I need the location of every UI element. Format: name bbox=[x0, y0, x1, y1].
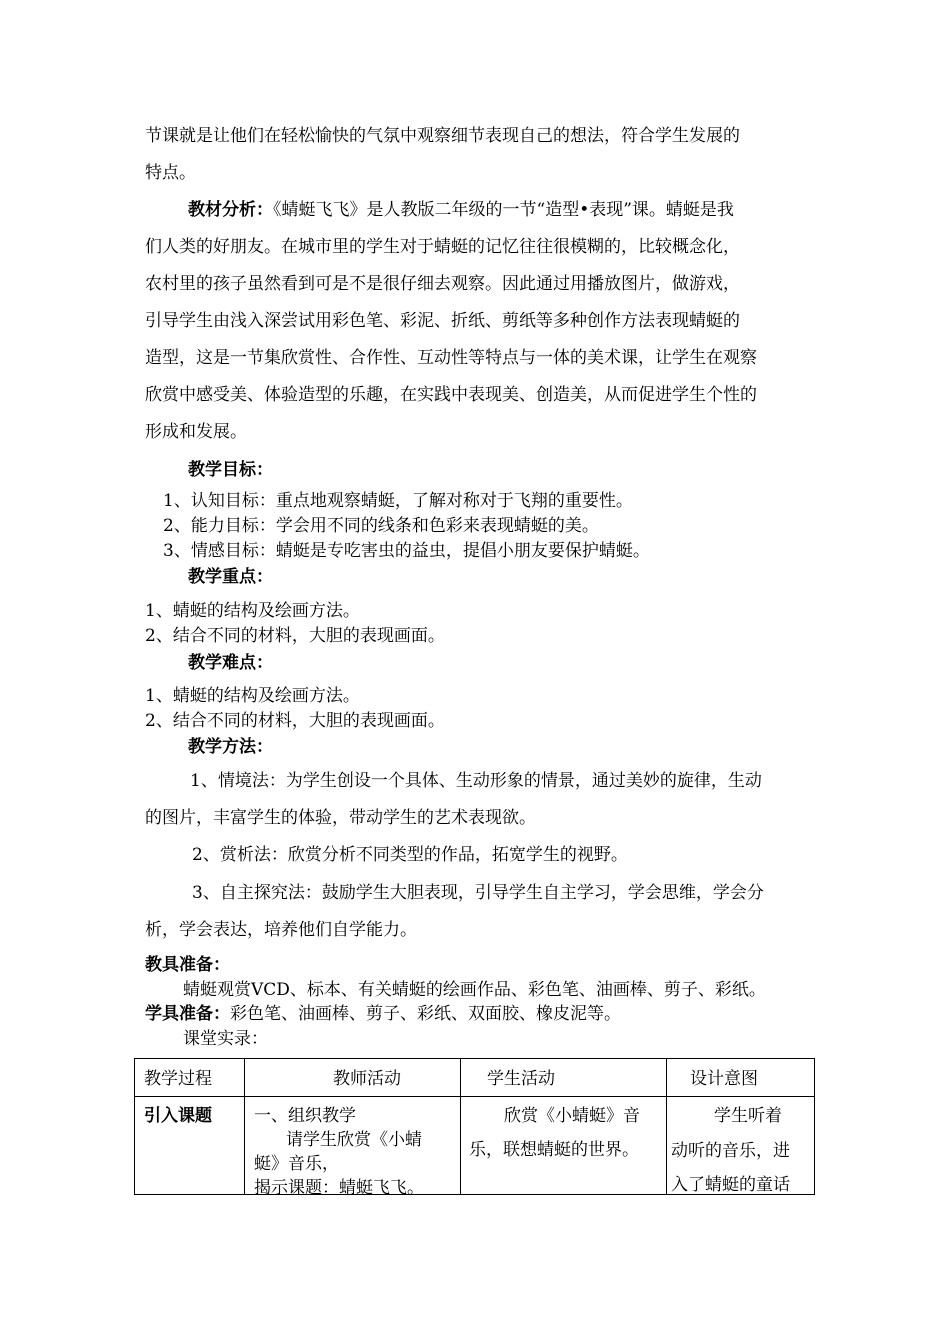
student-tools-text: 彩色笔、油画棒、剪子、彩纸、双面胶、橡皮泥等。 bbox=[230, 1004, 621, 1024]
table-header-cell: 设计意图 bbox=[690, 1069, 758, 1089]
table-teacher-line: 一、组织教学 bbox=[254, 1106, 356, 1126]
table-header-cell: 教学过程 bbox=[144, 1069, 212, 1089]
student-tools-label: 学具准备： bbox=[145, 1004, 230, 1024]
table-intent-line: 入了蜻蜓的童话 bbox=[671, 1175, 790, 1195]
analysis-first-line bbox=[188, 200, 734, 220]
analysis-line: 欣赏中感受美、体验造型的乐趣，在实践中表现美、创造美，从而促进学生个性的 bbox=[145, 385, 757, 405]
table-header-cell: 学生活动 bbox=[487, 1069, 555, 1089]
table-border bbox=[134, 1058, 815, 1059]
table-header-cell: 教师活动 bbox=[333, 1069, 401, 1089]
table-border bbox=[460, 1058, 461, 1195]
teacher-tools-text: 蜻蜓观赏VCD、标本、有关蜻蜓的绘画作品、彩色笔、油画棒、剪子、彩纸。 bbox=[183, 980, 766, 1000]
analysis-line: 农村里的孩子虽然看到可是不是很仔细去观察。因此通过用播放图片，做游戏， bbox=[145, 274, 740, 294]
table-student-line: 欣赏《小蜻蜓》音 bbox=[504, 1106, 640, 1126]
analysis-label: 教材分析： bbox=[188, 200, 273, 220]
table-intent-line: 动听的音乐，进 bbox=[671, 1141, 790, 1161]
keypoints-heading: 教学重点： bbox=[188, 567, 273, 587]
method-item: 的图片，丰富学生的体验，带动学生的艺术表现欲。 bbox=[145, 808, 536, 828]
table-border bbox=[134, 1096, 815, 1097]
method-item: 2、赏析法：欣赏分析不同类型的作品，拓宽学生的视野。 bbox=[192, 845, 628, 865]
analysis-line: 形成和发展。 bbox=[145, 422, 247, 442]
table-teacher-line: 请学生欣赏《小蜻 bbox=[286, 1130, 422, 1150]
keypoint-item: 1、蜻蜓的结构及绘画方法。 bbox=[145, 601, 360, 621]
analysis-line: 们人类的好朋友。在城市里的学生对于蜻蜓的记忆往往很模糊的，比较概念化， bbox=[145, 237, 740, 257]
table-intent-line: 学生听着 bbox=[714, 1106, 782, 1126]
methods-heading: 教学方法： bbox=[188, 737, 273, 757]
intro-line: 节课就是让他们在轻松愉快的气氛中观察细节表现自己的想法，符合学生发展的 bbox=[145, 126, 740, 146]
teacher-tools-label: 教具准备： bbox=[145, 955, 230, 975]
goal-item: 1、认知目标：重点地观察蜻蜓，了解对称对于飞翔的重要性。 bbox=[163, 491, 633, 511]
analysis-text: 《蜻蜓飞飞》是人教版二年级的一节“造型•表现”课。蜻蜓是我 bbox=[273, 200, 734, 220]
table-teacher-line: 揭示课题：蜻蜓飞飞。 bbox=[254, 1178, 424, 1198]
table-border bbox=[134, 1058, 135, 1195]
method-item: 3、自主探究法：鼓励学生大胆表现，引导学生自主学习，学会思维，学会分 bbox=[192, 883, 764, 903]
difficulties-heading: 教学难点： bbox=[188, 653, 273, 673]
table-student-line: 乐，联想蜻蜓的世界。 bbox=[469, 1140, 639, 1160]
difficulty-item: 1、蜻蜓的结构及绘画方法。 bbox=[145, 686, 360, 706]
table-border bbox=[244, 1058, 245, 1195]
method-item: 析，学会表达，培养他们自学能力。 bbox=[145, 920, 417, 940]
difficulty-item: 2、结合不同的材料，大胆的表现画面。 bbox=[145, 711, 445, 731]
table-border bbox=[666, 1058, 667, 1195]
table-border bbox=[814, 1058, 815, 1195]
classroom-record-label: 课堂实录： bbox=[183, 1029, 268, 1049]
analysis-line: 引导学生由浅入深尝试用彩色笔、彩泥、折纸、剪纸等多种创作方法表现蜻蜓的 bbox=[145, 311, 740, 331]
keypoint-item: 2、结合不同的材料，大胆的表现画面。 bbox=[145, 626, 445, 646]
analysis-line: 造型，这是一节集欣赏性、合作性、互动性等特点与一体的美术课，让学生在观察 bbox=[145, 348, 757, 368]
lesson-table bbox=[134, 1058, 815, 1198]
table-teacher-line: 蜓》音乐， bbox=[254, 1154, 339, 1174]
goal-item: 3、情感目标：蜻蜓是专吃害虫的益虫，提倡小朋友要保护蜻蜓。 bbox=[163, 541, 650, 561]
student-tools-line bbox=[145, 1004, 621, 1024]
method-item: 1、情境法：为学生创设一个具体、生动形象的情景，通过美妙的旋律，生动 bbox=[190, 771, 762, 791]
goals-heading: 教学目标： bbox=[188, 460, 273, 480]
goal-item: 2、能力目标：学会用不同的线条和色彩来表现蜻蜓的美。 bbox=[163, 516, 599, 536]
table-row-stage: 引入课题 bbox=[144, 1106, 212, 1126]
intro-line: 特点。 bbox=[145, 163, 196, 183]
